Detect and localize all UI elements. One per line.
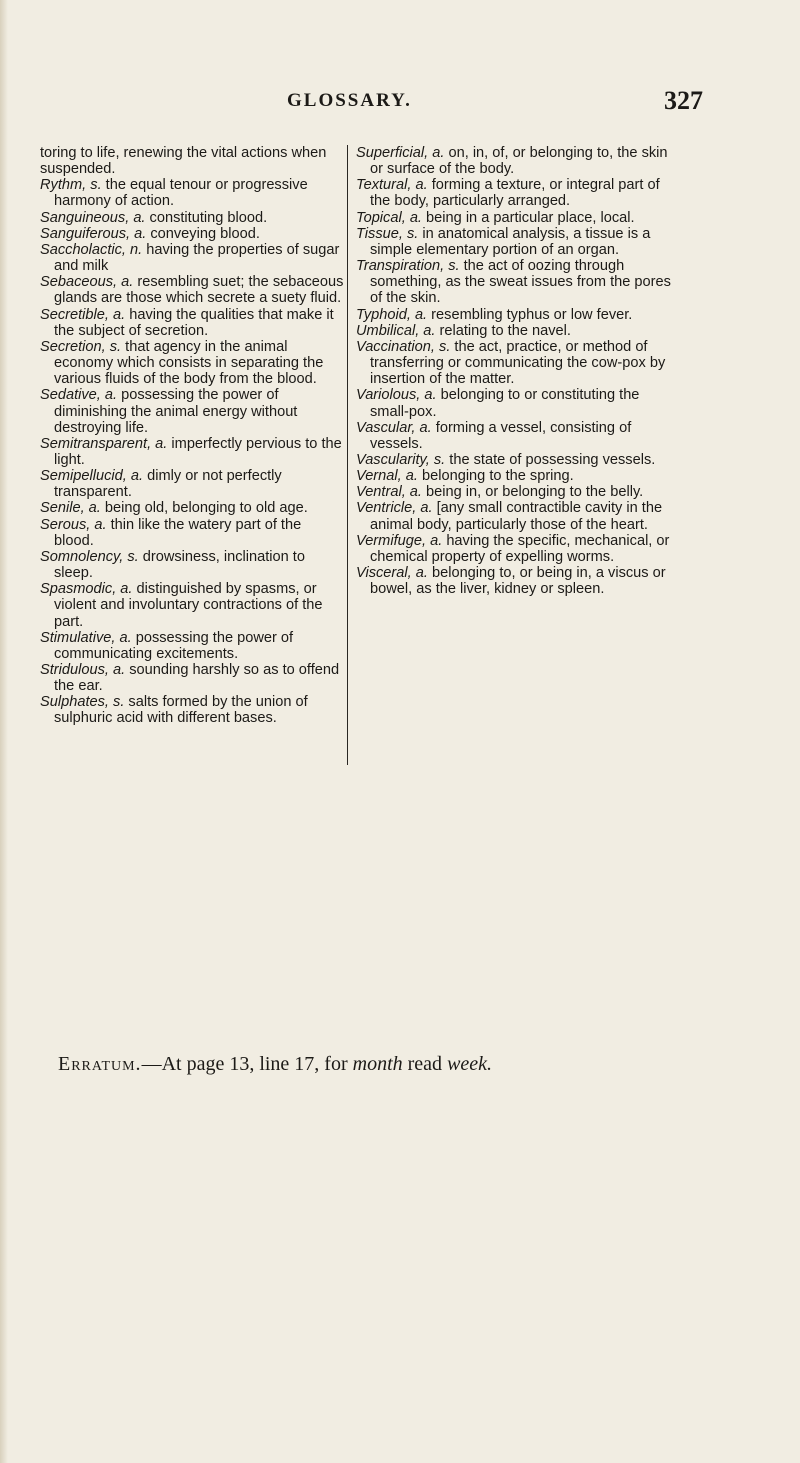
erratum-label: Erratum.	[58, 1053, 142, 1075]
glossary-term: Sanguiferous, a.	[40, 225, 147, 242]
glossary-definition: the state of possessing vessels.	[445, 451, 656, 468]
glossary-term: Transpiration, s.	[356, 258, 460, 275]
erratum-wrong-word: month	[352, 1053, 403, 1075]
glossary-term: Vascular, a.	[356, 419, 432, 436]
glossary-definition: distinguished by spasms, or violent and involuntary contractions of the part.	[54, 581, 323, 630]
glossary-entry	[40, 662, 345, 694]
glossary-definition: toring to life, renewing the vital actions when suspended.	[40, 145, 327, 178]
glossary-definition: sounding harshly so as to offend the ear.	[54, 662, 340, 695]
glossary-entry	[40, 694, 345, 726]
glossary-entry	[356, 258, 676, 306]
glossary-term: Vascularity, s.	[356, 451, 446, 468]
glossary-entry	[356, 484, 676, 500]
glossary-term: Ventricle, a.	[356, 500, 433, 517]
glossary-term: Textural, a.	[356, 177, 428, 194]
glossary-entry	[356, 420, 676, 452]
glossary-term: Secretible, a.	[40, 306, 126, 323]
glossary-term: Serous, a.	[40, 516, 107, 533]
glossary-entry	[40, 581, 345, 629]
glossary-entry	[356, 145, 676, 177]
glossary-term: Stimulative, a.	[40, 629, 132, 646]
glossary-definition: the act of oozing through something, as the sweat issues from the pores of the skin.	[370, 258, 671, 307]
glossary-entry	[356, 177, 676, 209]
glossary-definition: having the specific, mechanical, or chemical property of expelling worms.	[370, 532, 670, 565]
glossary-entry	[356, 339, 676, 387]
glossary-definition: resembling suet; the sebaceous glands are those which secrete a suety fluid.	[54, 274, 344, 307]
glossary-entry	[40, 387, 345, 435]
glossary-entry	[356, 500, 676, 532]
glossary-definition: that agency in the animal economy which consists in separating the various fluids of the body from the blood.	[54, 338, 324, 388]
glossary-term: Somnolency, s.	[40, 548, 139, 565]
glossary-term: Secretion, s.	[40, 338, 122, 355]
running-head: GLOSSARY.	[287, 90, 412, 111]
page-number: 327	[664, 86, 703, 115]
glossary-definition: belonging to or constituting the small-pox.	[370, 387, 640, 420]
glossary-definition: conveying blood.	[146, 225, 260, 242]
page-header	[0, 86, 800, 120]
glossary-entry	[40, 436, 345, 468]
glossary-definition: salts formed by the union of sulphuric acid with different bases.	[54, 694, 308, 727]
glossary-entry	[40, 468, 345, 500]
glossary-definition: the equal tenour or progressive harmony of action.	[54, 177, 308, 210]
glossary-term: Sulphates, s.	[40, 694, 125, 711]
glossary-definition: being in a particular place, local.	[422, 209, 635, 226]
glossary-definition: belonging to the spring.	[417, 468, 574, 485]
glossary-term: Topical, a.	[356, 209, 422, 226]
glossary-entry	[40, 500, 345, 516]
glossary-term: Vermifuge, a.	[356, 532, 443, 549]
glossary-entry	[40, 307, 345, 339]
glossary-definition: relating to the navel.	[435, 322, 571, 339]
glossary-term: Umbilical, a.	[356, 322, 436, 339]
glossary-definition: drowsiness, inclination to sleep.	[54, 548, 305, 582]
glossary-definition: having the properties of sugar and milk	[54, 241, 340, 275]
glossary-entry	[40, 226, 345, 242]
glossary-definition: dimly or not perfectly transparent.	[54, 468, 282, 501]
glossary-entry	[356, 533, 676, 565]
glossary-entry	[40, 177, 345, 209]
glossary-definition: possessing the power of communicating excitements.	[54, 629, 294, 662]
glossary-definition: thin like the watery part of the blood.	[54, 516, 302, 549]
glossary-term: Semipellucid, a.	[40, 468, 144, 485]
glossary-entry	[356, 468, 676, 484]
glossary-entry	[356, 307, 676, 323]
glossary-term: Visceral, a.	[356, 565, 428, 582]
erratum-right-word: week.	[447, 1053, 493, 1075]
glossary-definition: forming a vessel, consisting of vessels.	[370, 419, 632, 452]
glossary-term: Saccholactic, n.	[40, 241, 143, 258]
glossary-definition: being old, belonging to old age.	[100, 500, 308, 517]
glossary-entry	[356, 323, 676, 339]
glossary-definition: imperfectly pervious to the light.	[54, 435, 342, 468]
glossary-entry	[40, 549, 345, 581]
glossary-term: Sebaceous, a.	[40, 274, 134, 291]
glossary-term: Semitransparent, a.	[40, 435, 168, 452]
glossary-entry	[40, 145, 345, 177]
glossary-term: Sanguineous, a.	[40, 209, 146, 226]
glossary-term: Variolous, a.	[356, 387, 437, 404]
glossary-term: Stridulous, a.	[40, 662, 126, 678]
glossary-term: Superficial, a.	[356, 145, 445, 161]
glossary-left-column	[40, 145, 345, 727]
glossary-term: Typhoid, a.	[356, 306, 428, 323]
glossary-definition: on, in, of, or belonging to, the skin or surface of the body.	[370, 145, 668, 178]
glossary-entry	[40, 630, 345, 662]
glossary-entry	[356, 452, 676, 468]
glossary-term: Vernal, a.	[356, 468, 418, 485]
glossary-right-column	[356, 145, 676, 597]
glossary-term: Vaccination, s.	[356, 338, 451, 355]
glossary-term: Tissue, s.	[356, 225, 419, 242]
glossary-entry	[40, 210, 345, 226]
glossary-term: Spasmodic, a.	[40, 581, 133, 598]
glossary-definition: the act, practice, or method of transferring or communicating the cow-pox by insertion of the matter.	[370, 338, 666, 388]
glossary-definition: resembling typhus or low fever.	[427, 306, 633, 323]
erratum-note	[58, 1053, 492, 1076]
glossary-definition: in anatomical analysis, a tissue is a simple elementary portion of an organ.	[370, 225, 651, 258]
glossary-entry	[40, 339, 345, 387]
glossary-term: Sedative, a.	[40, 387, 118, 404]
column-divider	[347, 145, 348, 765]
glossary-entry	[40, 517, 345, 549]
erratum-mid: read	[402, 1053, 448, 1075]
glossary-definition: [any small contractible cavity in the animal body, particularly those of the heart.	[370, 500, 663, 533]
page-spine-shadow	[0, 0, 8, 1463]
glossary-entry	[356, 387, 676, 419]
erratum-text: —At page 13, line 17, for	[141, 1053, 353, 1075]
glossary-term: Rythm, s.	[40, 177, 102, 194]
glossary-definition: being in, or belonging to the belly.	[421, 484, 644, 501]
glossary-entry	[40, 274, 345, 306]
glossary-term: Senile, a.	[40, 500, 101, 517]
glossary-entry	[356, 226, 676, 258]
glossary-entry	[40, 242, 345, 274]
glossary-definition: having the qualities that make it the subject of secretion.	[54, 306, 334, 339]
glossary-definition: possessing the power of diminishing the animal energy without destroying life.	[54, 387, 298, 436]
glossary-definition: forming a texture, or integral part of the body, particularly arranged.	[370, 177, 660, 210]
glossary-entry	[356, 565, 676, 597]
glossary-definition: constituting blood.	[145, 209, 268, 226]
glossary-term: Ventral, a.	[356, 484, 422, 501]
glossary-definition: belonging to, or being in, a viscus or bowel, as the liver, kidney or spleen.	[370, 565, 666, 598]
glossary-entry	[356, 210, 676, 226]
